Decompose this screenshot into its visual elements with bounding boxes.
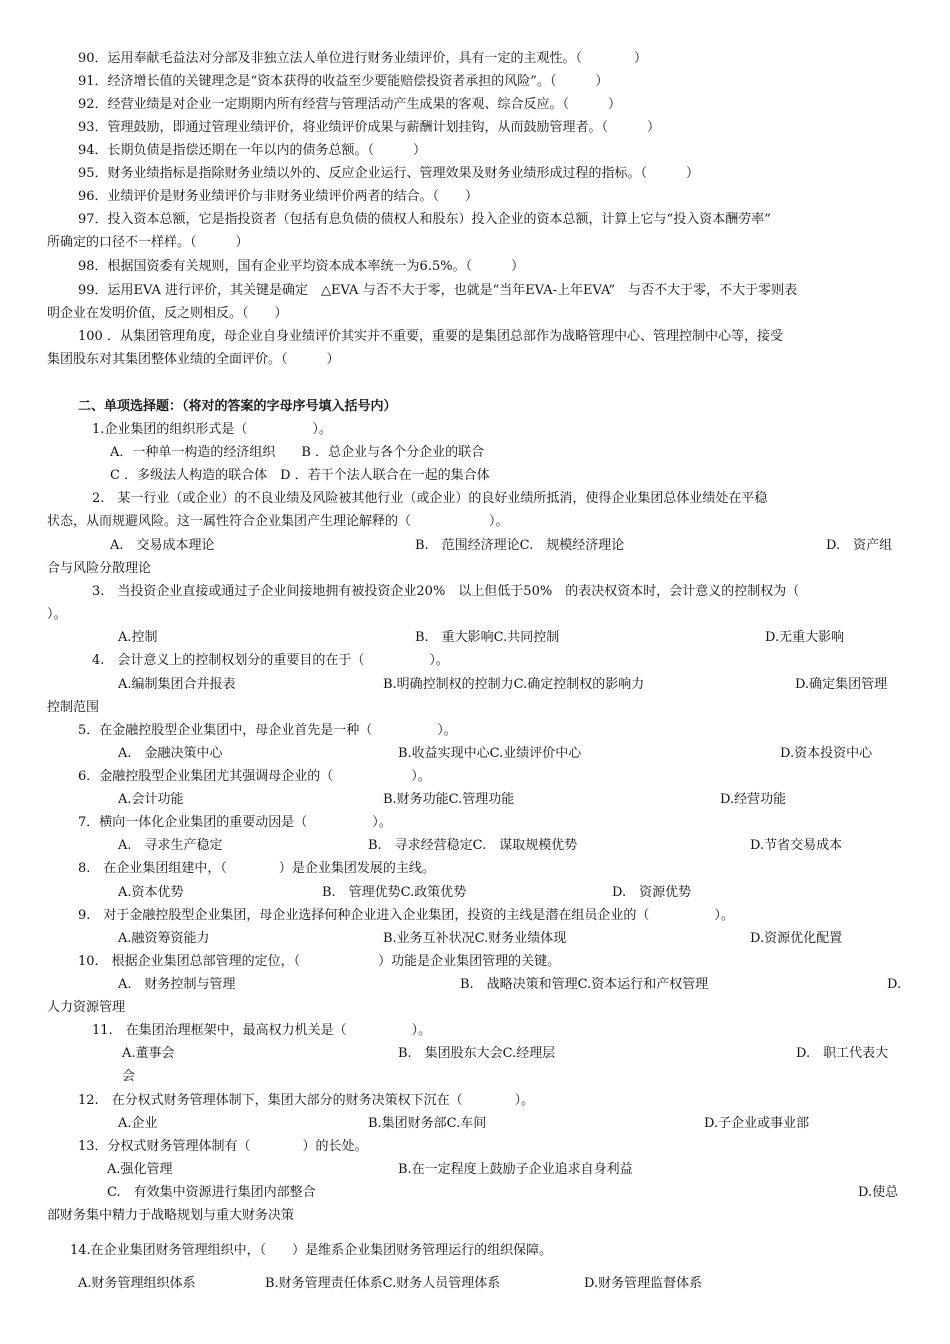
- choice-q5-option-d: D.资本投资中心: [780, 746, 873, 761]
- judgment-q90: 90．运用奉献毛益法对分部及非独立法人单位进行财务业绩评价，具有一定的主观性。（ ）: [78, 51, 648, 66]
- choice-q2-option-bc: B. 范围经济理论C. 规模经济理论: [415, 538, 625, 553]
- judgment-q100: 100 ．从集团管理角度，母企业自身业绩评价其实并不重要，重要的是集团总部作为战略管理中心、管理控制中心等，接受: [78, 329, 783, 344]
- choice-q4-option-bc: B.明确控制权的控制力C.确定控制权的影响力: [383, 677, 645, 692]
- choice-q14-option-a: A.财务管理组织体系: [78, 1276, 196, 1291]
- choice-q7-option-bc: B. 寻求经营稳定C. 谋取规模优势: [368, 838, 578, 853]
- choice-q9-option-bc: B.业务互补状况C.财务业绩体现: [383, 931, 567, 946]
- choice-q4-option-d: D.确定集团管理: [795, 677, 888, 692]
- choice-q12-option-bc: B.集团财务部C.车间: [368, 1116, 487, 1131]
- choice-q8-option-bc: B. 管理优势C.政策优势: [322, 885, 467, 900]
- choice-q6-option-d: D.经营功能: [720, 792, 787, 807]
- choice-q4-option-d-cont: 控制范围: [47, 700, 100, 715]
- choice-q14: 14.在企业集团财务管理组织中，（ ）是维系企业集团财务管理运行的组织保障。: [70, 1243, 553, 1258]
- choice-q6-option-a: A.会计功能: [118, 792, 184, 807]
- choice-q11-option-d: D. 职工代表大: [796, 1046, 889, 1061]
- choice-q3: 3. 当投资企业直接或通过子企业间接地拥有被投资企业20% 以上但低于50% 的表决权资本时，会计意义的控制权为（: [92, 584, 800, 599]
- choice-q12-option-a: A.企业: [118, 1116, 158, 1131]
- judgment-q97-cont: 所确定的口径不一样样。（ ）: [47, 235, 249, 250]
- choice-q6: 6．金融控股型企业集团尤其强调母企业的（ ）。: [78, 769, 431, 784]
- choice-q11: 11. 在集团治理框架中，最高权力机关是（ ）。: [92, 1023, 432, 1038]
- choice-q7-option-a: A. 寻求生产稳定: [118, 838, 223, 853]
- choice-q5-option-bc: B.收益实现中心C.业绩评价中心: [398, 746, 582, 761]
- choice-q7: 7．横向一体化企业集团的重要动因是（ ）。: [78, 815, 392, 830]
- judgment-q97: 97．投入资本总额，它是指投资者（包括有息负债的债权人和股东）投入企业的资本总额，计算上它与“投入资本酬劳率”: [78, 212, 771, 227]
- choice-q10: 10. 根据企业集团总部管理的定位，（ ）功能是企业集团管理的关键。: [78, 954, 561, 969]
- choice-q2: 2. 某一行业（或企业）的不良业绩及风险被其他行业（或企业）的良好业绩所抵消，使得企业集团总体业绩处在平稳: [92, 491, 768, 506]
- choice-q4: 4. 会计意义上的控制权划分的重要目的在于（ ）。: [92, 653, 449, 668]
- choice-q2-option-a: A. 交易成本理论: [110, 538, 215, 553]
- choice-q10-option-a: A. 财务控制与管理: [118, 977, 236, 992]
- choice-q12-option-d: D.子企业或事业部: [704, 1116, 810, 1131]
- judgment-q94: 94．长期负债是指偿还期在一年以内的债务总额。（ ）: [78, 143, 427, 158]
- choice-q12: 12. 在分权式财务管理体制下，集团大部分的财务决策权下沉在（ ）。: [78, 1093, 535, 1108]
- choice-q11-option-bc: B. 集团股东大会C.经理层: [398, 1046, 556, 1061]
- choice-q5: 5．在金融控股型企业集团中，母企业首先是一种（ ）。: [78, 723, 457, 738]
- judgment-q99-cont: 明企业在发明价值，反之则相反。（ ）: [47, 306, 288, 321]
- choice-q13-option-d: D.使总: [858, 1185, 899, 1200]
- choice-q8-option-d: D. 资源优势: [612, 885, 692, 900]
- choice-q9-option-a: A.融资筹资能力: [118, 931, 210, 946]
- choice-q11-option-d-cont: 会: [122, 1069, 136, 1084]
- judgment-q93: 93．管理鼓励，即通过管理业绩评价，将业绩评价成果与薪酬计划挂钩，从而鼓励管理者。（ ）: [78, 120, 661, 135]
- choice-q3-option-d: D.无重大影响: [765, 630, 845, 645]
- choice-q8-option-a: A.资本优势: [118, 885, 184, 900]
- choice-q2-cont: 状态，从而规避风险。这一属性符合企业集团产生理论解释的（ ）。: [47, 514, 509, 529]
- choice-q14-option-bc: B.财务管理责任体系C.财务人员管理体系: [265, 1276, 501, 1291]
- choice-q2-option-d-cont: 合与风险分散理论: [47, 561, 152, 576]
- choice-q1-options-ab: A．一种单一构造的经济组织 B ．总企业与各个分企业的联合: [110, 445, 485, 460]
- judgment-q100-cont: 集团股东对其集团整体业绩的全面评价。（ ）: [47, 352, 340, 367]
- choice-q3-option-a: A.控制: [118, 630, 158, 645]
- choice-q11-option-a: A.董事会: [122, 1046, 175, 1061]
- judgment-q96: 96．业绩评价是财务业绩评价与非财务业绩评价两者的结合。（ ）: [78, 189, 479, 204]
- choice-q10-option-d: D.: [887, 977, 902, 992]
- choice-q8: 8. 在企业集团组建中，（ ）是企业集团发展的主线。: [78, 861, 435, 876]
- choice-q9: 9. 对于金融控股型企业集团，母企业选择何种企业进入企业集团，投资的主线是潜在组员企业的（ ）。: [78, 908, 734, 923]
- choice-q14-option-d: D.财务管理监督体系: [584, 1276, 703, 1291]
- choice-q10-option-bc: B. 战略决策和管理C.资本运行和产权管理: [460, 977, 709, 992]
- judgment-q92: 92．经营业绩是对企业一定期期内所有经营与管理活动产生成果的客观、综合反应。（ ）: [78, 97, 622, 112]
- choice-q13-option-b: B.在一定程度上鼓励子企业追求自身利益: [398, 1162, 633, 1177]
- judgment-q91: 91．经济增长值的关键理念是“资本获得的收益至少要能赔偿投资者承担的风险”。（ ）: [78, 74, 609, 89]
- choice-q6-option-bc: B.财务功能C.管理功能: [383, 792, 515, 807]
- choice-q9-option-d: D.资源优化配置: [750, 931, 843, 946]
- choice-q3-cont: ）。: [47, 607, 67, 622]
- choice-q5-option-a: A. 金融决策中心: [118, 746, 223, 761]
- judgment-q99: 99．运用EVA 进行评价，其关键是确定 △EVA 与否不大于零，也就是“当年EVA-上年EVA” 与否不大于零，不大于零则表: [78, 283, 798, 298]
- choice-q10-option-d-cont: 人力资源管理: [47, 1000, 126, 1015]
- choice-q3-option-bc: B. 重大影响C.共同控制: [415, 630, 560, 645]
- choice-q1-options-cd: C ．多级法人构造的联合体 D ．若干个法人联合在一起的集合体: [110, 468, 490, 483]
- choice-q2-option-d: D. 资产组: [826, 538, 893, 553]
- choice-q4-option-a: A.编制集团合并报表: [118, 677, 236, 692]
- choice-q1: 1.企业集团的组织形式是（ ）。: [92, 422, 332, 437]
- choice-q13-option-c: C. 有效集中资源进行集团内部整合: [107, 1185, 316, 1200]
- section-title: 二、单项选择题：（将对的答案的字母序号填入括号内）: [78, 399, 397, 414]
- judgment-q95: 95．财务业绩指标是指除财务业绩以外的、反应企业运行、管理效果及财务业绩形成过程的指标。（ ）: [78, 166, 700, 181]
- judgment-q98: 98．根据国资委有关规则，国有企业平均资本成本率统一为6.5%。（ ）: [78, 259, 525, 274]
- choice-q13: 13．分权式财务管理体制有（ ）的长处。: [78, 1139, 368, 1154]
- choice-q13-option-a: A.强化管理: [107, 1162, 173, 1177]
- choice-q7-option-d: D.节省交易成本: [750, 838, 843, 853]
- choice-q13-option-d-cont: 部财务集中精力于战略规划与重大财务决策: [47, 1208, 295, 1223]
